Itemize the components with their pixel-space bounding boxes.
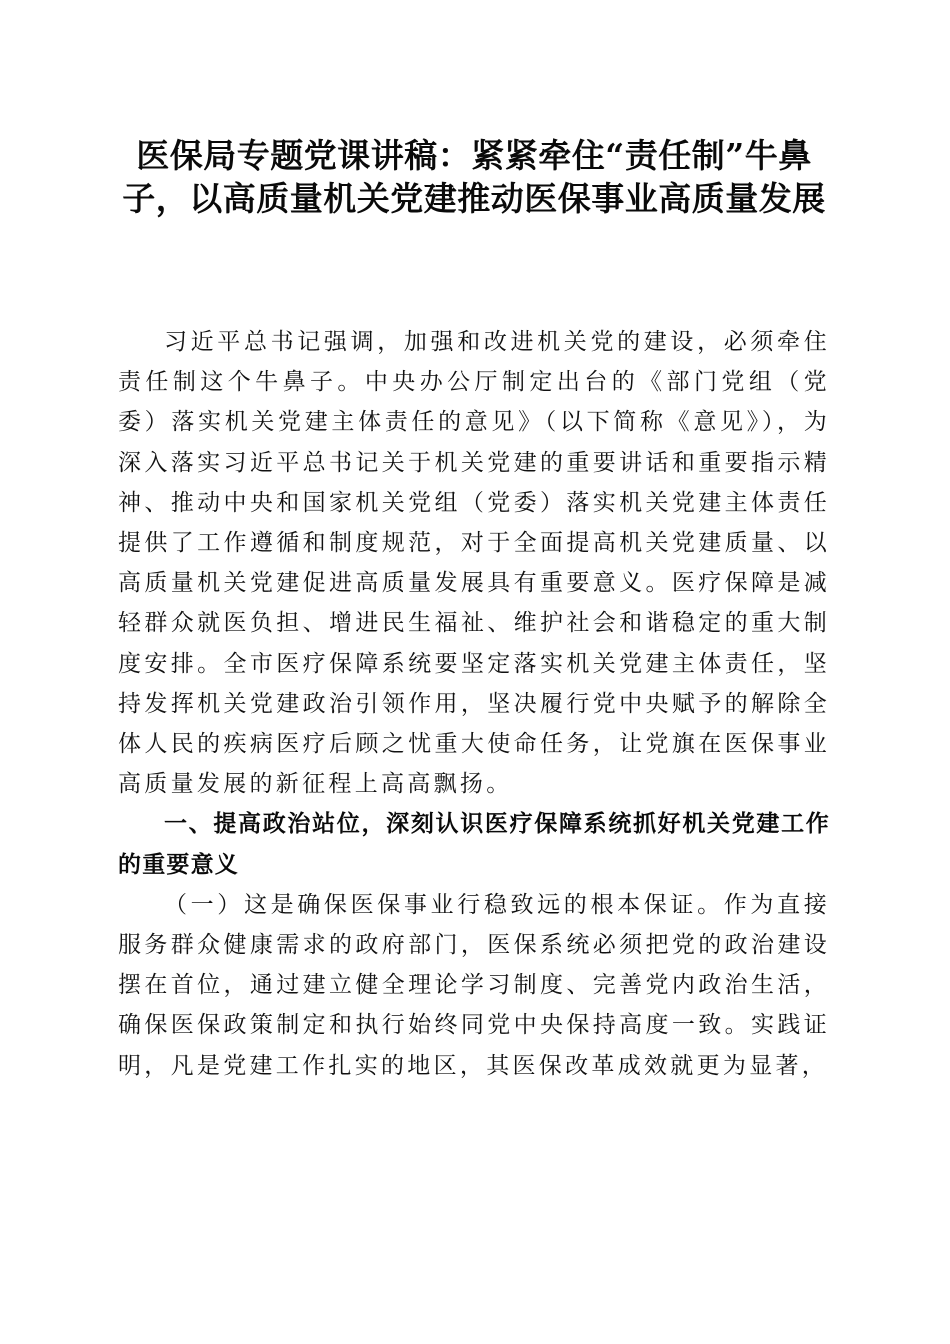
- section-1-heading: 一、提高政治站位，深刻认识医疗保障系统抓好机关党建工作的重要意义: [118, 811, 830, 878]
- document-title: 医保局专题党课讲稿：紧紧牵住“责任制”牛鼻子，以高质量机关党建推动医保事业高质量发展: [122, 136, 826, 218]
- document-body: [118, 322, 830, 1086]
- section-1-paragraph-1: （一）这是确保医保事业行稳致远的根本保证。作为直接服务群众健康需求的政府部门，医保系统必须把党的政治建设摆在首位，通过建立健全理论学习制度、完善党内政治生活，确保医保政策制定和执行始终同党中央保持高度一致。实践证明，凡是党建工作扎实的地区，其医保改革成效就更为显著，: [118, 891, 830, 1079]
- intro-paragraph: 习近平总书记强调，加强和改进机关党的建设，必须牵住责任制这个牛鼻子。中央办公厅制定出台的《部门党组（党委）落实机关党建主体责任的意见》（以下简称《意见》），为深入落实习近平总书记关于机关党建的重要讲话和重要指示精神、推动中央和国家机关党组（党委）落实机关党建主体责任提供了工作遵循和制度规范，对于全面提高机关党建质量、以高质量机关党建促进高质量发展具有重要意义。医疗保障是减轻群众就医负担、增进民生福祉、维护社会和谐稳定的重大制度安排。全市医疗保障系统要坚定落实机关党建主体责任，坚持发挥机关党建政治引领作用，坚决履行党中央赋予的解除全体人民的疾病医疗后顾之忧重大使命任务，让党旗在医保事业高质量发展的新征程上高高飘扬。: [118, 329, 830, 798]
